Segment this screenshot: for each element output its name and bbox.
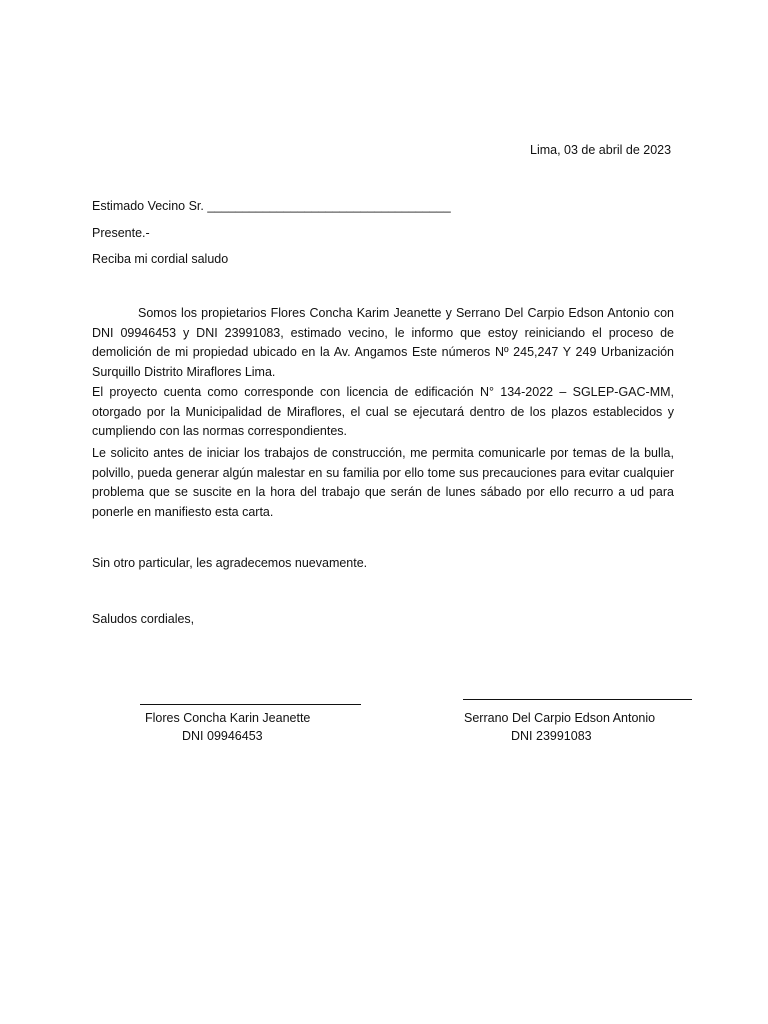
closing: Saludos cordiales, (92, 612, 195, 626)
signature-line-left (140, 704, 361, 705)
body-paragraph-1: Somos los propietarios Flores Concha Karim Jeanette y Serrano Del Carpio Edson Antonio con DNI 09946453 y DNI 23991083, estimado vecino, le informo que estoy reiniciando el proceso de demolición de mi propiedad ubicado en la Av. Angamos Este números Nº 245,247 Y 249 Urbanización Surquillo Distrito Miraflores Lima. (92, 306, 674, 379)
signature-dni-right: DNI 23991083 (511, 729, 592, 743)
signature-line-right (463, 699, 692, 700)
greeting: Reciba mi cordial saludo (92, 252, 229, 266)
signature-name-right: Serrano Del Carpio Edson Antonio (464, 711, 656, 725)
presente: Presente.- (92, 226, 150, 240)
body-paragraph-2: El proyecto cuenta como corresponde con licencia de edificación N° 134-2022 – SGLEP-GAC-MM, otorgado por la Municipalidad de Miraflores, el cual se ejecutará dentro de los plazos establecidos y cumpliendo con las normas correspondientes. (92, 385, 674, 438)
signature-name-left: Flores Concha Karin Jeanette (145, 711, 311, 725)
body-paragraph-3: Le solicito antes de iniciar los trabajos de construcción, me permita comunicarle por temas de la bulla, polvillo, pueda generar algún malestar en su familia por ello tome sus precauciones para evitar cualquier problema que se suscite en la hora del trabajo que serán de lunes sábado por ello recurro a ud para ponerle en manifiesto esta carta. (92, 446, 674, 519)
closing-thanks: Sin otro particular, les agradecemos nuevamente. (92, 556, 368, 570)
signature-dni-left: DNI 09946453 (182, 729, 263, 743)
letter-date: Lima, 03 de abril de 2023 (530, 143, 672, 157)
salutation: Estimado Vecino Sr. ___________________________________ (92, 199, 451, 213)
